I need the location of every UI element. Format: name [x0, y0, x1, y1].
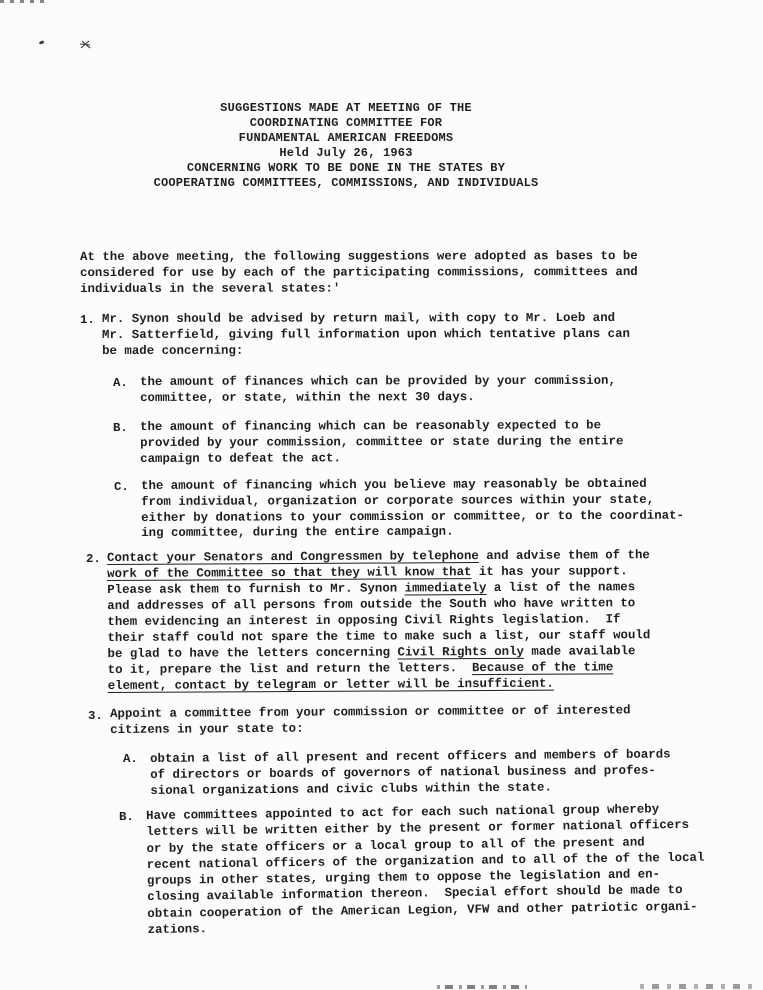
text-line: Contact your Senators and Congressmen by telephone and advise them of the: [107, 548, 650, 565]
text-line: be made concerning:: [102, 343, 244, 358]
text-line: recent national officers of the organization and to all of the of the local: [146, 850, 705, 872]
item-1-text: [102, 311, 630, 359]
text-line: considered for use by each of the participating commissions, committees and: [80, 264, 638, 280]
text-line: COORDINATING COMMITTEE FOR: [249, 116, 443, 130]
scan-artifact-bottom-dashes-right: [640, 984, 758, 989]
text-line: Mr. Satterfield, giving full information upon which tentative plans can: [102, 326, 630, 342]
item-3a-text: [150, 746, 671, 799]
text-line: Mr. Synon should be advised by return mail, with copy to Mr. Loeb and: [102, 310, 616, 326]
text-line: either by donations to your commission or committee, or to the coordinat-: [141, 508, 685, 525]
text-line: groups in other states, urging them to oppose the legislation and en-: [146, 867, 661, 889]
text-line: closing available information thereon. Special effort should be made to: [147, 883, 683, 905]
text-line: Have committees appointed to act for each such national group whereby: [146, 802, 660, 823]
text-line: citizens in your state to:: [110, 721, 304, 737]
text-line: CONCERNING WORK TO BE DONE IN THE STATES BY: [186, 161, 506, 175]
text-line: letters will be written either by the present or former national officers: [146, 818, 690, 840]
text-line: At the above meeting, the following suggestions were adopted as bases to be: [80, 249, 638, 264]
text-line: SUGGESTIONS MADE AT MEETING OF THE: [220, 101, 472, 115]
text-line: their staff could not spare the time to make such a list, our staff would: [107, 628, 651, 645]
scan-artifact-ink-speck: [39, 40, 45, 44]
text-line: Appoint a committee from your commission or committee or of interested: [110, 703, 631, 721]
text-line: from individual, organization or corporate sources within your state,: [141, 492, 655, 509]
text-line: sional organizations and civic clubs within the state.: [150, 780, 552, 799]
scan-artifact-top-edge-dots: [0, 0, 46, 3]
item-1a-letter: A.: [113, 376, 128, 390]
item-2-number: 2.: [86, 552, 101, 566]
item-1b-letter: B.: [113, 421, 128, 435]
text-line: of directors or boards of governors of national business and profes-: [150, 763, 656, 783]
text-line: ing committee, during the entire campaign.: [141, 525, 454, 541]
item-3-number: 3.: [88, 709, 103, 723]
text-line: to it, prepare the list and return the letters. Because of the time: [107, 660, 614, 677]
text-line: zations.: [147, 922, 208, 938]
text-line: campaign to defeat the act.: [140, 450, 341, 466]
text-line: individuals in the several states:': [80, 281, 341, 296]
text-line: Please ask them to furnish to Mr. Synon immediately a list of the names: [107, 580, 636, 597]
intro-paragraph: [80, 249, 638, 297]
item-1b-text: [140, 418, 623, 467]
text-line: be glad to have the letters concerning Civil Rights only made available: [107, 644, 636, 661]
text-line: FUNDAMENTAL AMERICAN FREEDOMS: [238, 131, 454, 145]
item-3a-letter: A.: [123, 752, 138, 766]
text-line: obtain a list of all present and recent officers and members of boards: [150, 747, 671, 766]
text-line: element, contact by telegram or letter will be insufficient.: [107, 676, 554, 693]
scan-artifact-bottom-dashes-left: [437, 985, 527, 989]
text-line: work of the Committee so that they will know that it has your support.: [107, 564, 628, 581]
text-line: obtain cooperation of the American Legion, VFW and other patriotic organi-: [147, 899, 698, 921]
item-3b-letter: B.: [119, 810, 134, 824]
text-line: the amount of financing which can be reasonably expected to be: [140, 418, 602, 434]
text-line: or by the state officers or a local group to all of the present and: [146, 835, 645, 856]
item-1c-letter: C.: [114, 480, 129, 494]
document-title: [0, 101, 692, 191]
text-line: them evidencing an interest in opposing Civil Rights legislation. If: [107, 612, 621, 629]
text-line: the amount of finances which can be provided by your commission,: [140, 373, 616, 389]
item-3b-text: [146, 801, 705, 939]
scan-artifact-ink-squiggle: [79, 37, 92, 55]
item-1a-text: [140, 374, 616, 407]
text-line: committee, or state, within the next 30 days.: [140, 389, 475, 405]
item-3-text: [110, 703, 631, 738]
item-1-number: 1.: [80, 313, 95, 327]
text-line: COOPERATING COMMITTEES, COMMISSIONS, AND INDIVIDUALS: [153, 176, 539, 190]
text-line: Held July 26, 1963: [279, 146, 413, 160]
squiggle-mark-icon: [79, 39, 92, 50]
item-1c-text: [141, 477, 684, 543]
text-line: and addresses of all persons from outside the South who have written to: [107, 596, 636, 613]
text-line: provided by your commission, committee or state during the entire: [140, 434, 624, 450]
item-2-text: [107, 547, 651, 694]
text-line: the amount of financing which you believe may reasonably be obtained: [141, 476, 647, 493]
